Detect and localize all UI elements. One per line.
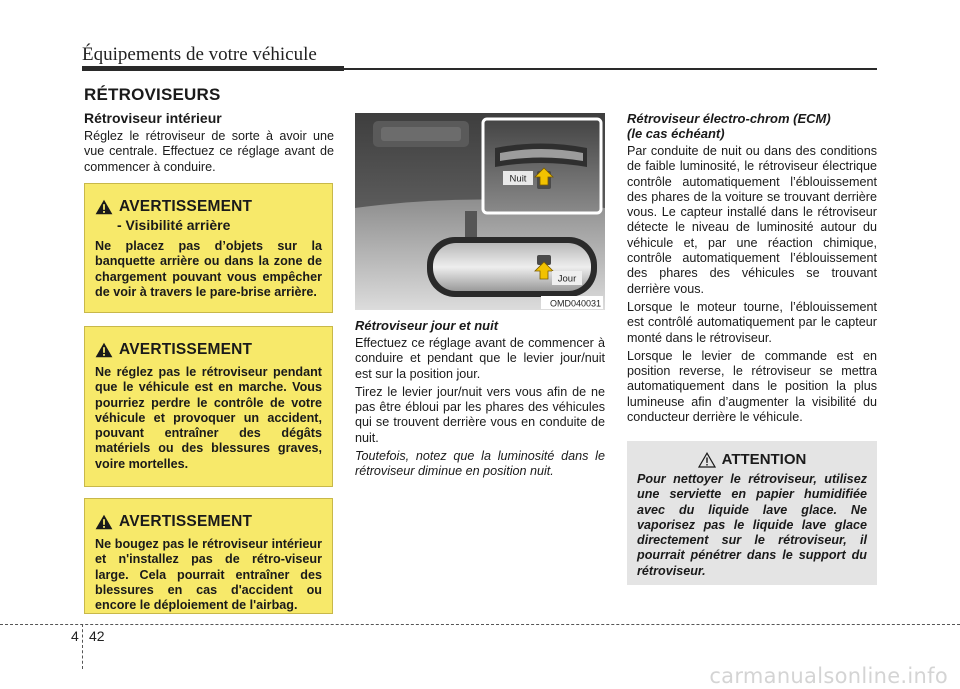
- warning-title-text: AVERTISSEMENT: [119, 513, 253, 530]
- caution-triangle-icon: [698, 452, 716, 468]
- warning-box-rear-visibility: [84, 183, 333, 313]
- warning-title-text: AVERTISSEMENT: [119, 198, 253, 215]
- day-night-paragraph-1: Effectuez ce réglage avant de commencer à conduire et pendant que le levier jour/nuit est sur la position jour.: [355, 336, 605, 381]
- warning-triangle-icon: [95, 342, 113, 358]
- attention-text: Pour nettoyer le rétroviseur, utilisez une serviette en papier humidifiée avec du liquide lave glace. Ne vaporisez pas le liquide lave glace directement sur le rétroviseur, il pourrait pénétrer dans le support du rétroviseur.: [637, 472, 867, 578]
- warning-triangle-icon: [95, 514, 113, 530]
- ecm-section: [627, 111, 877, 428]
- figure-code: OMD040031: [549, 298, 601, 309]
- warning-title: [95, 198, 322, 216]
- page-number: 42: [89, 628, 105, 644]
- warning-title: [95, 513, 322, 531]
- day-night-paragraph-3: Toutefois, notez que la luminosité dans le rétroviseur diminue en position nuit.: [355, 449, 605, 479]
- day-night-paragraph-2: Tirez le levier jour/nuit vers vous afin de ne pas être ébloui par les phares des véhicules qui se trouvent derrière vous en conduite de nuit.: [355, 384, 605, 445]
- interior-mirror-title: Rétroviseur intérieur: [84, 110, 222, 126]
- section-title: RÉTROVISEURS: [84, 85, 221, 104]
- header-rule: [82, 66, 877, 71]
- header-rule-thick: [82, 66, 344, 71]
- day-night-section: [355, 318, 605, 483]
- warning-text: Ne placez pas d’objets sur la banquette arrière ou dans la zone de chargement pouvant vous empêcher de voir à travers le pare-brise arrière.: [95, 239, 322, 299]
- attention-title-text: ATTENTION: [721, 451, 807, 468]
- night-label: Nuit: [509, 173, 527, 185]
- attention-box: [627, 441, 877, 585]
- warning-subtitle: - Visibilité arrière: [117, 217, 231, 233]
- warning-title-text: AVERTISSEMENT: [119, 341, 253, 358]
- warning-text: Ne bougez pas le rétroviseur intérieur et n'installez pas de rétro-viseur large. Cela pourrait entraîner des blessures en cas d'accident ou encore le déploiement de l'airbag.: [95, 537, 322, 613]
- warning-text: Ne réglez pas le rétroviseur pendant que le véhicule est en marche. Vous pourriez perdre le contrôle de votre véhicule et provoquer un accident, pouvant entraîner des dégâts matériels ou des blessures graves, voire mortelles.: [95, 365, 322, 471]
- ecm-paragraph-1: Par conduite de nuit ou dans des conditions de faible luminosité, le rétroviseur électrique contrôle automatiquement l’éblouissement des phares de la voiture se trouvant derrière vous. Le capteur installé dans le rétroviseur détecte le niveau de luminosité autour du véhicule et, par une réaction chimique, contrôle automatiquement l’éblouissement des phares des véhicules se trouvant derrière vous.: [627, 144, 877, 296]
- ecm-paragraph-3: Lorsque le levier de commande est en position reverse, le rétroviseur se mettra automatiquement dans le position la plus lumineuse afin d’augmenter la visibilité du conducteur derrière le véhicule.: [627, 348, 877, 425]
- warning-box-wide-mirror: [84, 498, 333, 614]
- day-label: Jour: [557, 273, 577, 285]
- ecm-title-line-2: (le cas échéant): [627, 126, 725, 141]
- chapter-number: 4: [71, 628, 79, 644]
- warning-triangle-icon: [95, 199, 113, 215]
- interior-mirror-text: Réglez le rétroviseur de sorte à avoir une vue centrale. Effectuez ce réglage avant de commencer à conduire.: [84, 129, 334, 174]
- day-night-title: Rétroviseur jour et nuit: [355, 318, 499, 333]
- ecm-title: [627, 111, 877, 141]
- rearview-mirror-photo: [355, 113, 605, 310]
- header-rule-thin: [344, 68, 877, 70]
- page-header-title: Équipements de votre véhicule: [82, 44, 317, 65]
- attention-title: [637, 451, 867, 468]
- watermark: carmanualsonline.info: [709, 664, 948, 688]
- rearview-mirror-illustration: [355, 113, 605, 310]
- warning-box-adjust-while-driving: [84, 326, 333, 487]
- interior-mirror-section: [84, 110, 334, 178]
- ecm-paragraph-2: Lorsque le moteur tourne, l’éblouissement est contrôlé automatiquement par le capteur monté dans le rétroviseur.: [627, 299, 877, 345]
- footer-rule: [0, 624, 960, 625]
- warning-title: [95, 341, 322, 359]
- footer-divider: [82, 624, 83, 669]
- ecm-title-line-1: Rétroviseur électro-chrom (ECM): [627, 111, 831, 126]
